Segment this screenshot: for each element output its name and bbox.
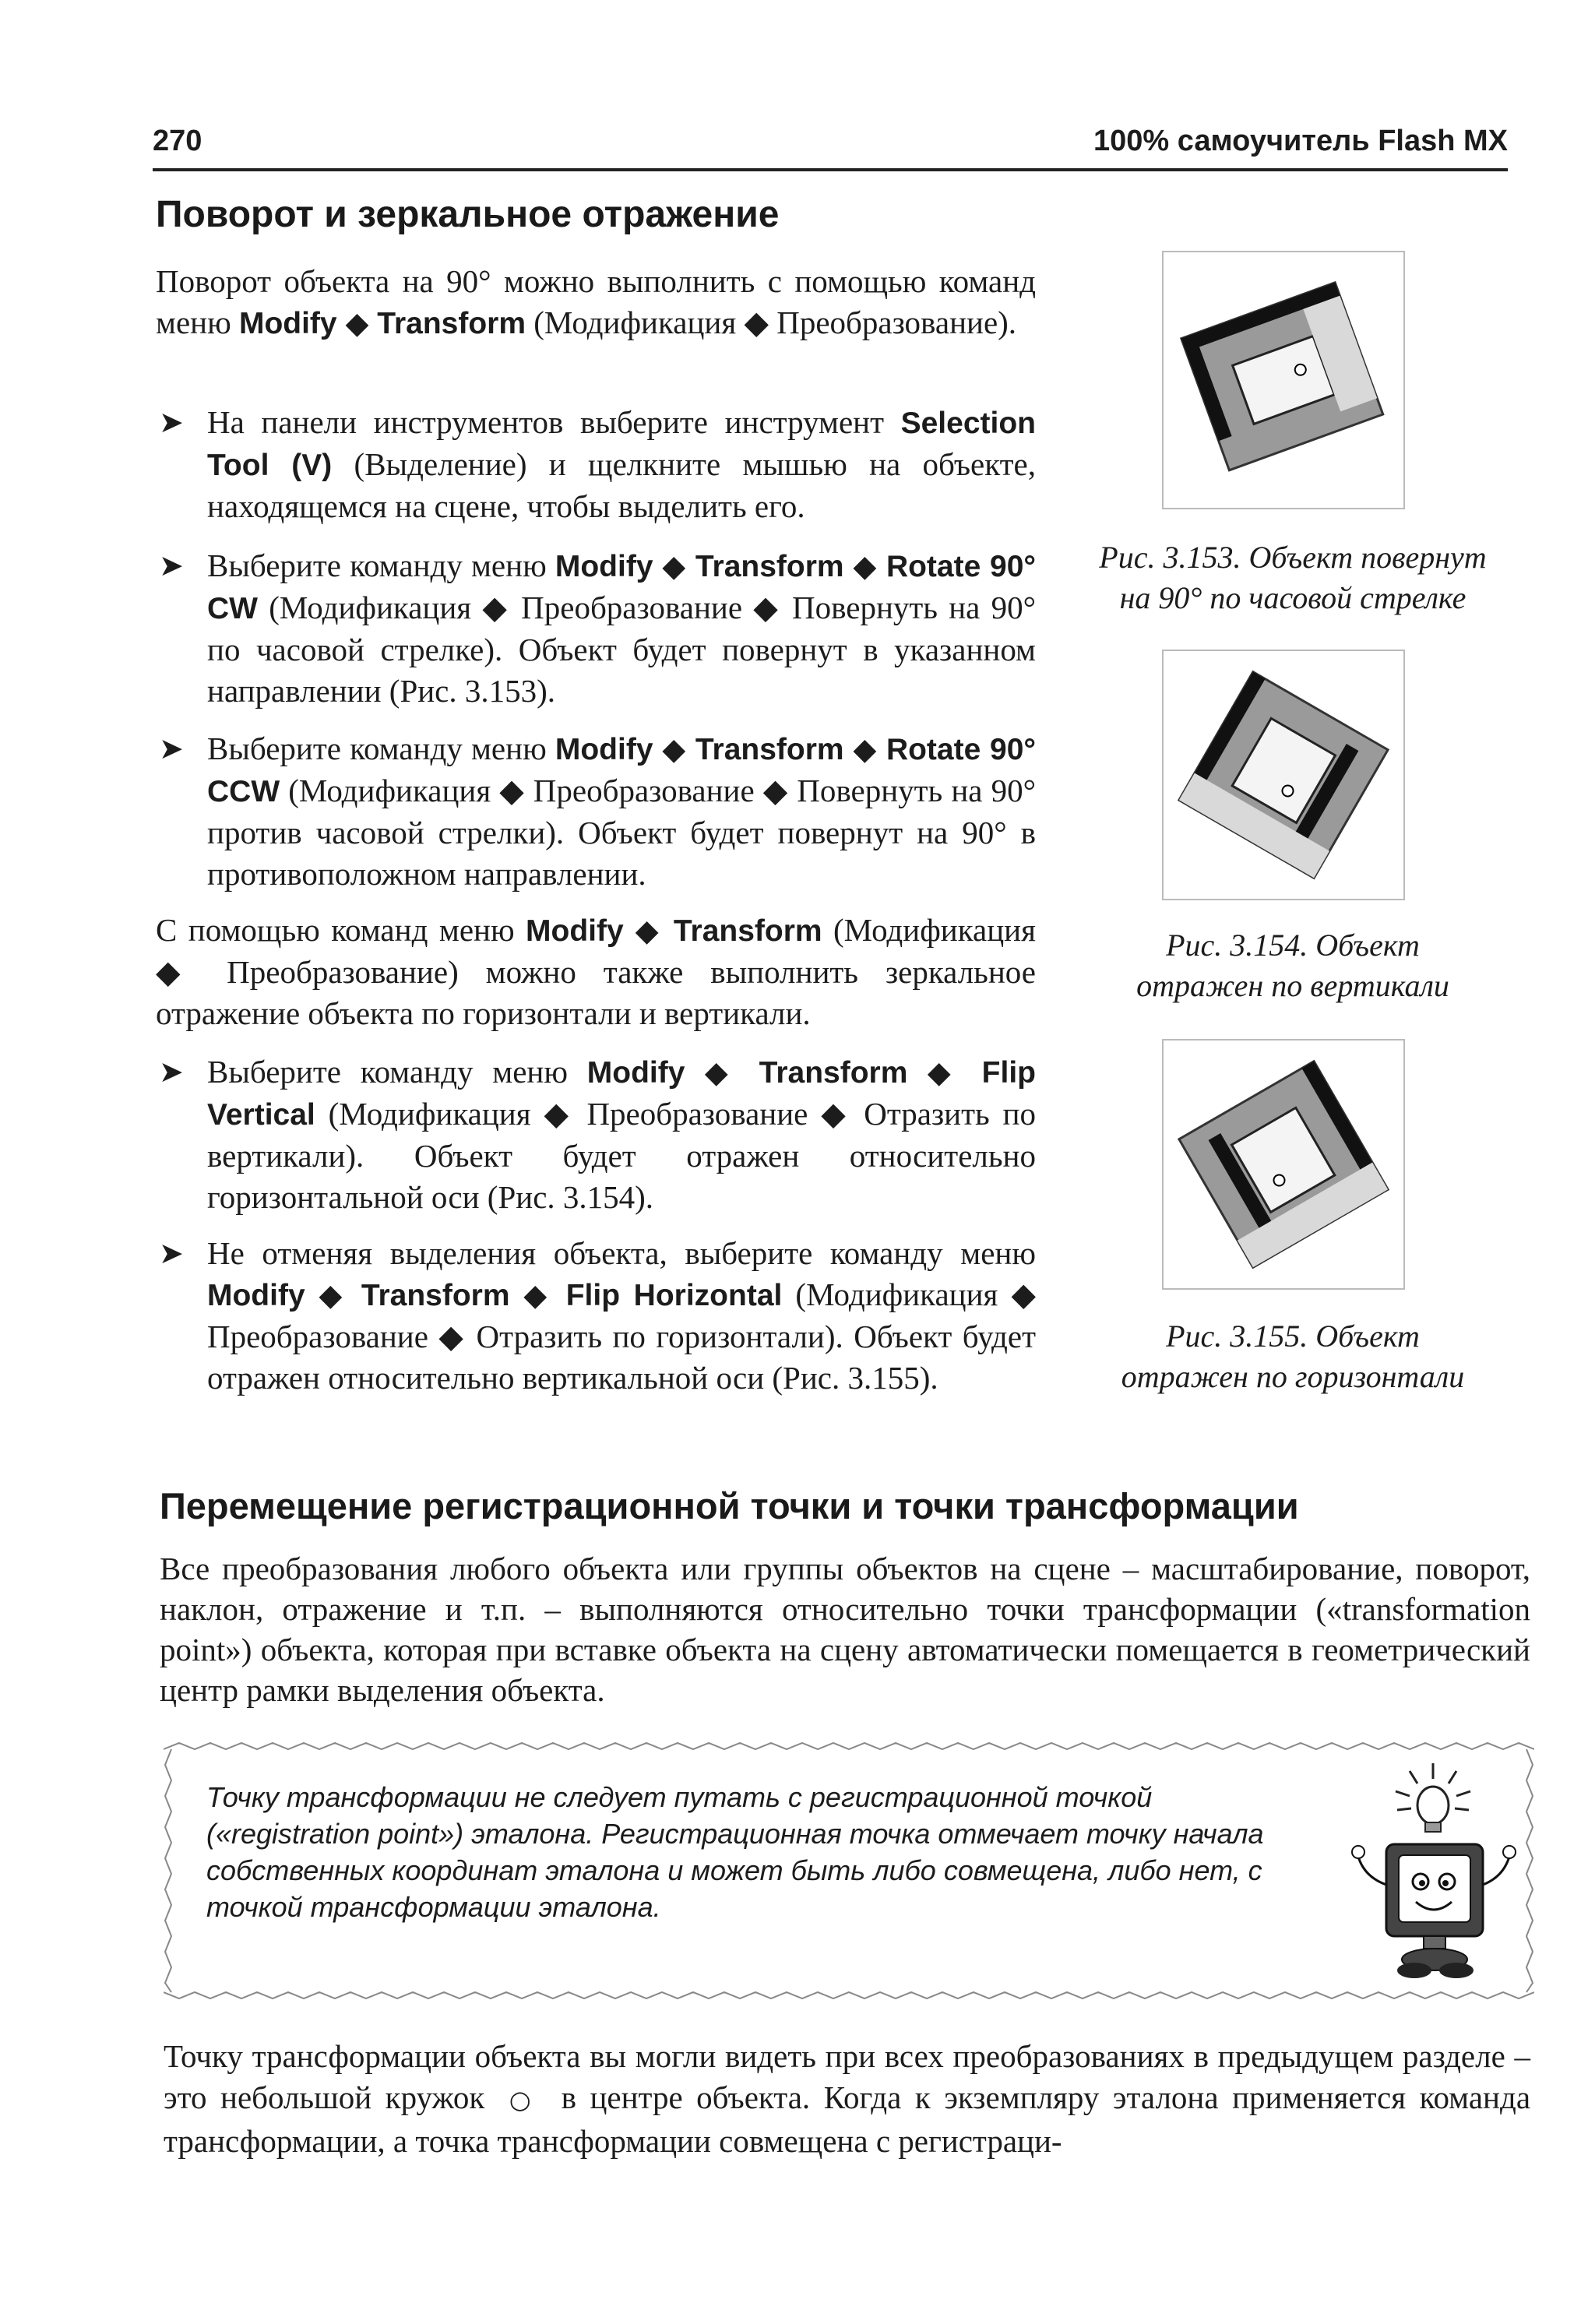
transformation-paragraph: Все преобразования любого объекта или группы объектов на сцене – масштабирование, поворот, наклон, отражение и т.п. – выполняются относительно точки трансформации («transformation point») объекта, которая при вставке объекта на сцену автоматически помещается в геометрический центр рамки выделения объекта. bbox=[160, 1551, 1530, 1708]
arrow-bullet-icon: ➤ bbox=[159, 731, 184, 766]
list-item-text: На панели инструментов выберите инструмент Selection Tool (V) (Выделение) и щелкните мышью на объекте, находящемся на сцене, чтобы выделить его. bbox=[207, 404, 1036, 524]
figure-3-155 bbox=[1159, 1036, 1408, 1293]
menu-command: Modify ◆ Transform bbox=[526, 914, 822, 948]
list-item-rotate-ccw bbox=[159, 728, 1037, 895]
list-item-text: Выберите команду меню Modify ◆ Transform ◆ Rotate 90° CCW (Модификация ◆ Преобразование ◆ Повернуть на 90° против часовой стрелки). Объект будет повернут на 90° в противоположном направлении. bbox=[207, 731, 1037, 892]
caption-fig-3-154 bbox=[1051, 925, 1534, 1006]
note-text: Точку трансформации не следует путать с регистрационной точкой («registration point») эталона. Регистрационная точка отмечает точку начала собственных координат эталона и может быть либо совмещена, либо нет, с точкой трансформации эталона. bbox=[206, 1781, 1264, 1923]
menu-command: Modify ◆ Transform ◆ Rotate 90° CCW bbox=[207, 733, 1037, 808]
page-number: 270 bbox=[153, 125, 202, 157]
arrow-bullet-icon: ➤ bbox=[159, 1055, 184, 1089]
menu-command: Selection Tool (V) bbox=[207, 407, 1036, 482]
list-item-flip-horizontal bbox=[159, 1233, 1036, 1399]
flip-paragraph: С помощью команд меню Modify ◆ Transform (Модификация ◆ Преобразование) можно также выполнить зеркальное отражение объекта по горизонтали и вертикали. bbox=[156, 912, 1036, 1031]
section-title-transformation-point: Перемещение регистрационной точки и точки трансформации bbox=[160, 1485, 1299, 1526]
figure-3-154 bbox=[1159, 646, 1408, 903]
note-box bbox=[164, 1741, 1534, 2000]
rotated-object-illustration bbox=[1159, 248, 1408, 512]
list-item-text: Выберите команду меню Modify ◆ Transform ◆ Flip Vertical (Модификация ◆ Преобразование ◆ Отразить по вертикали). Объект будет отражен относительно горизонтальной оси (Рис. 3.154). bbox=[207, 1054, 1036, 1215]
caption-fig-3-153 bbox=[1051, 537, 1534, 618]
caption-line: Рис. 3.155. Объект bbox=[1166, 1319, 1420, 1354]
final-paragraph-part1: Точку трансформации объекта вы могли видеть при всех преобразованиях в предыдущем разделе – это небольшой кружок bbox=[164, 2038, 1530, 2115]
caption-line: на 90° по часовой стрелке bbox=[1119, 580, 1466, 615]
final-paragraph-part2: в центре объекта. Когда к экземпляру эталона применяется команда трансформации, а точка трансформации совмещена с регистраци- bbox=[164, 2079, 1531, 2159]
arrow-bullet-icon: ➤ bbox=[159, 1236, 184, 1270]
vertical-flip-illustration bbox=[1159, 646, 1408, 903]
caption-line: Рис. 3.154. Объект bbox=[1166, 928, 1420, 963]
caption-fig-3-155 bbox=[1051, 1316, 1534, 1397]
section-title-rotation: Поворот и зеркальное отражение bbox=[156, 194, 780, 235]
arrow-bullet-icon: ➤ bbox=[159, 548, 184, 583]
header-rule bbox=[153, 168, 1508, 171]
transformation-point-circle-icon: ○ bbox=[509, 2085, 537, 2114]
menu-command: Modify ◆ Transform ◆ Rotate 90° CW bbox=[207, 550, 1037, 625]
horizontal-flip-illustration bbox=[1159, 1036, 1408, 1293]
caption-line: отражен по горизонтали bbox=[1121, 1359, 1465, 1394]
monitor-mascot-lightbulb-icon bbox=[1347, 1760, 1519, 1986]
menu-command: Modify ◆ Transform ◆ Flip Vertical bbox=[207, 1056, 1036, 1132]
menu-command: Modify ◆ Transform bbox=[238, 307, 526, 340]
list-item-rotate-cw bbox=[159, 545, 1037, 712]
menu-command: Modify ◆ Transform ◆ Flip Horizontal bbox=[207, 1279, 783, 1312]
list-item-flip-vertical bbox=[159, 1051, 1036, 1218]
intro-paragraph: Поворот объекта на 90° можно выполнить с помощью команд меню Modify ◆ Transform (Модификация ◆ Преобразование). bbox=[156, 263, 1036, 340]
arrow-bullet-icon: ➤ bbox=[159, 405, 184, 439]
list-item-select bbox=[159, 402, 1036, 527]
caption-line: отражен по вертикали bbox=[1136, 968, 1449, 1003]
list-item-text: Выберите команду меню Modify ◆ Transform ◆ Rotate 90° CW (Модификация ◆ Преобразование ◆ Повернуть на 90° по часовой стрелке). Объект будет повернут в указанном направлении (Рис. 3.153). bbox=[207, 548, 1037, 709]
final-paragraph bbox=[164, 2036, 1530, 2162]
figure-3-153 bbox=[1159, 248, 1408, 512]
list-item-text: Не отменяя выделения объекта, выберите команду меню Modify ◆ Transform ◆ Flip Horizontal (Модификация ◆ Преобразование ◆ Отразить по горизонтали). Объект будет отражен относительно вертикальной оси (Рис. 3.155). bbox=[207, 1235, 1036, 1396]
running-header-title: 100% самоучитель Flash MX bbox=[1093, 125, 1508, 157]
caption-line: Рис. 3.153. Объект повернут bbox=[1099, 540, 1487, 575]
